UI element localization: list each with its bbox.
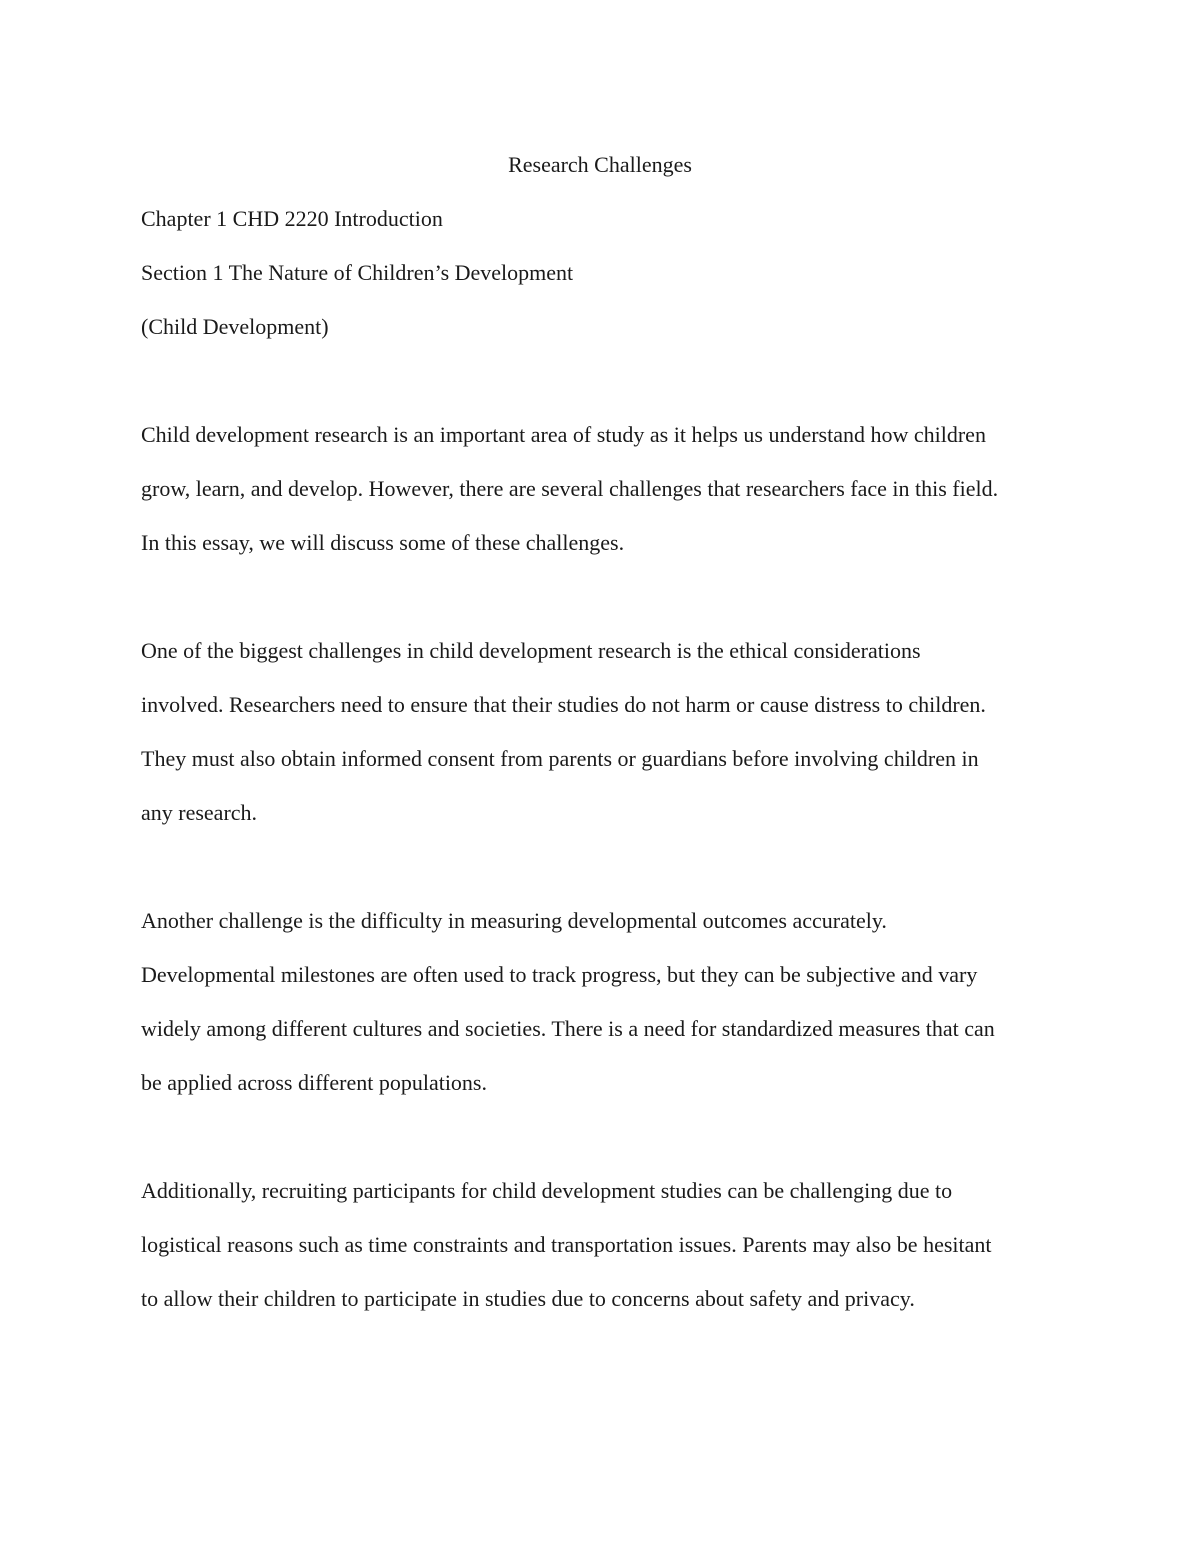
paragraph-line: In this essay, we will discuss some of these challenges. — [141, 530, 625, 555]
paragraph-line: One of the biggest challenges in child development research is the ethical considerations — [141, 638, 921, 663]
paragraph-line: any research. — [141, 800, 258, 825]
document-body — [141, 138, 1066, 1326]
paragraph-recruitment — [141, 1164, 1066, 1326]
section-line: Section 1 The Nature of Children’s Development — [141, 260, 574, 285]
paragraph-line: grow, learn, and develop. However, there are several challenges that researchers face in this field. — [141, 476, 999, 501]
paragraph-ethics — [141, 624, 1066, 840]
paragraph-line: to allow their children to participate in studies due to concerns about safety and privacy. — [141, 1286, 915, 1311]
paragraph-measurement — [141, 894, 1066, 1110]
subject-line: (Child Development) — [141, 314, 329, 339]
chapter-line: Chapter 1 CHD 2220 Introduction — [141, 206, 443, 231]
paragraph-line: Developmental milestones are often used to track progress, but they can be subjective and vary — [141, 962, 978, 987]
paragraph-line: Additionally, recruiting participants for child development studies can be challenging due to — [141, 1178, 953, 1203]
document-title: Research Challenges — [508, 152, 692, 177]
paragraph-line: logistical reasons such as time constraints and transportation issues. Parents may also be hesitant — [141, 1232, 992, 1257]
paragraph-intro — [141, 408, 1066, 570]
paragraph-line: involved. Researchers need to ensure that their studies do not harm or cause distress to children. — [141, 692, 986, 717]
paragraph-line: Another challenge is the difficulty in measuring developmental outcomes accurately. — [141, 908, 887, 933]
paragraph-line: widely among different cultures and societies. There is a need for standardized measures that can — [141, 1016, 995, 1041]
paragraph-line: Child development research is an important area of study as it helps us understand how children — [141, 422, 986, 447]
paragraph-line: They must also obtain informed consent from parents or guardians before involving children in — [141, 746, 979, 771]
paragraph-line: be applied across different populations. — [141, 1070, 487, 1095]
